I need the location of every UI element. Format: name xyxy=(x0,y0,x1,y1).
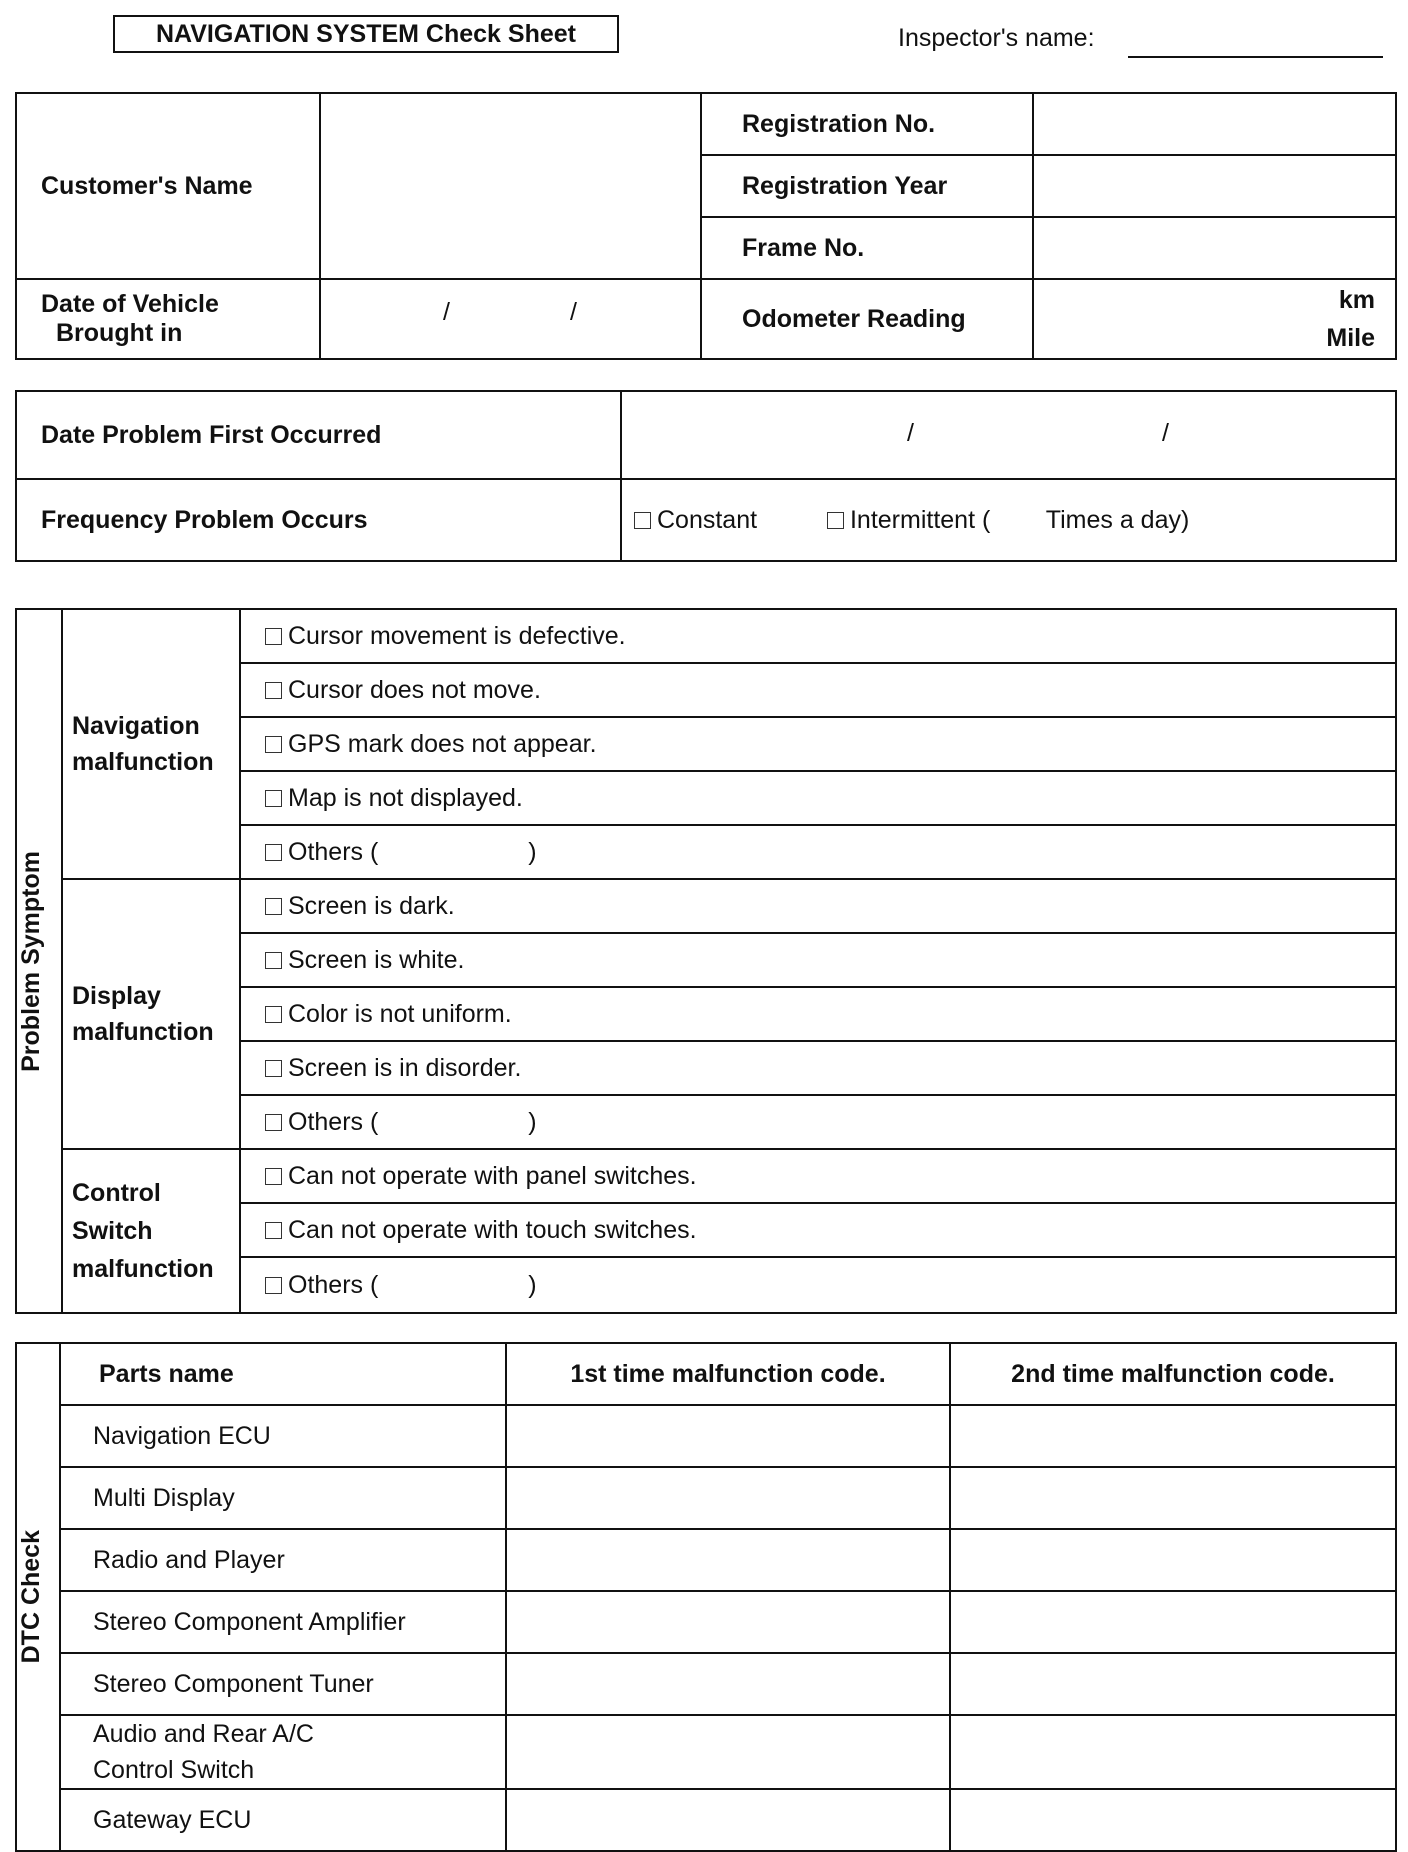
first-code-field[interactable] xyxy=(506,1789,950,1851)
intermittent-checkbox[interactable] xyxy=(827,512,844,529)
frame-no-label: Frame No. xyxy=(701,217,1033,279)
symptom-item: Screen is in disorder. xyxy=(288,1053,522,1082)
checkbox[interactable] xyxy=(265,1222,282,1239)
customer-name-field[interactable] xyxy=(320,93,701,279)
first-code-field[interactable] xyxy=(506,1715,950,1789)
date-brought-label-line2: Brought in xyxy=(56,319,183,347)
constant-label: Constant xyxy=(657,505,758,534)
control-switch-malfunction-label: Control xyxy=(72,1179,161,1207)
checkbox[interactable] xyxy=(265,1277,282,1294)
second-code-field[interactable] xyxy=(950,1529,1396,1591)
page-title: NAVIGATION SYSTEM Check Sheet xyxy=(113,15,619,53)
part-name: Gateway ECU xyxy=(60,1789,506,1851)
part-name: Audio and Rear A/C xyxy=(93,1720,314,1748)
second-code-field[interactable] xyxy=(950,1715,1396,1789)
checkbox[interactable] xyxy=(265,736,282,753)
constant-checkbox[interactable] xyxy=(634,512,651,529)
first-code-field[interactable] xyxy=(506,1653,950,1715)
part-name: Radio and Player xyxy=(60,1529,506,1591)
second-code-field[interactable] xyxy=(950,1789,1396,1851)
checkbox[interactable] xyxy=(265,790,282,807)
vehicle-info-table xyxy=(15,92,1397,360)
first-occurred-label: Date Problem First Occurred xyxy=(16,391,621,479)
navigation-malfunction-label: Navigation xyxy=(72,712,200,740)
checkbox[interactable] xyxy=(265,898,282,915)
symptom-item: Screen is dark. xyxy=(288,891,455,920)
second-code-field[interactable] xyxy=(950,1591,1396,1653)
second-code-field[interactable] xyxy=(950,1405,1396,1467)
checkbox[interactable] xyxy=(265,1168,282,1185)
others-close: ) xyxy=(528,1107,537,1136)
registration-no-field[interactable] xyxy=(1033,93,1396,155)
symptom-item: Color is not uniform. xyxy=(288,999,512,1028)
date-separator: / xyxy=(570,298,577,326)
others-close: ) xyxy=(528,837,537,866)
inspector-name-field[interactable] xyxy=(1128,56,1383,58)
display-malfunction-label: Display xyxy=(72,982,161,1010)
part-name: Stereo Component Tuner xyxy=(60,1653,506,1715)
second-code-field[interactable] xyxy=(950,1467,1396,1529)
dtc-check-table xyxy=(15,1342,1397,1852)
odometer-unit-mile: Mile xyxy=(1326,324,1375,352)
symptom-item: GPS mark does not appear. xyxy=(288,729,597,758)
intermittent-label: Intermittent ( xyxy=(849,505,991,534)
symptom-item: Cursor does not move. xyxy=(288,675,541,704)
symptom-item-others: Others ( xyxy=(288,837,379,866)
date-separator: / xyxy=(907,419,914,447)
problem-occurrence-table xyxy=(15,390,1397,562)
registration-year-label: Registration Year xyxy=(701,155,1033,217)
display-malfunction-label: malfunction xyxy=(72,1018,214,1046)
odometer-field[interactable] xyxy=(1033,279,1396,359)
first-code-field[interactable] xyxy=(506,1405,950,1467)
registration-year-field[interactable] xyxy=(1033,155,1396,217)
symptom-item-others: Others ( xyxy=(288,1107,379,1136)
date-separator: / xyxy=(1162,419,1169,447)
checkbox[interactable] xyxy=(265,844,282,861)
checkbox[interactable] xyxy=(265,1006,282,1023)
control-switch-malfunction-label: malfunction xyxy=(72,1255,214,1283)
date-brought-field[interactable] xyxy=(320,279,701,359)
checkbox[interactable] xyxy=(265,952,282,969)
part-name: Navigation ECU xyxy=(60,1405,506,1467)
symptom-item: Map is not displayed. xyxy=(288,783,523,812)
checkbox[interactable] xyxy=(265,1060,282,1077)
others-close: ) xyxy=(528,1270,537,1299)
symptom-item-others: Others ( xyxy=(288,1270,379,1299)
first-code-field[interactable] xyxy=(506,1529,950,1591)
first-occurred-field[interactable] xyxy=(621,391,1396,479)
navigation-malfunction-label: malfunction xyxy=(72,748,214,776)
col-first-code: 1st time malfunction code. xyxy=(506,1343,950,1405)
symptom-item: Screen is white. xyxy=(288,945,465,974)
checkbox[interactable] xyxy=(265,1114,282,1131)
first-code-field[interactable] xyxy=(506,1467,950,1529)
frequency-label: Frequency Problem Occurs xyxy=(16,479,621,561)
symptom-item: Can not operate with panel switches. xyxy=(288,1161,697,1190)
part-name: Stereo Component Amplifier xyxy=(60,1591,506,1653)
symptom-item: Cursor movement is defective. xyxy=(288,621,626,650)
col-parts-name: Parts name xyxy=(60,1343,506,1405)
customer-name-label: Customer's Name xyxy=(16,93,320,279)
first-code-field[interactable] xyxy=(506,1591,950,1653)
date-brought-label-line1: Date of Vehicle xyxy=(41,290,219,318)
part-name: Control Switch xyxy=(93,1756,255,1784)
checkbox[interactable] xyxy=(265,682,282,699)
control-switch-malfunction-label: Switch xyxy=(72,1217,153,1245)
date-separator: / xyxy=(443,298,450,326)
second-code-field[interactable] xyxy=(950,1653,1396,1715)
dtc-check-label: DTC Check xyxy=(17,1530,45,1664)
odometer-label: Odometer Reading xyxy=(701,279,1033,359)
checkbox[interactable] xyxy=(265,628,282,645)
col-second-code: 2nd time malfunction code. xyxy=(950,1343,1396,1405)
registration-no-label: Registration No. xyxy=(701,93,1033,155)
problem-symptom-table xyxy=(15,608,1397,1314)
frame-no-field[interactable] xyxy=(1033,217,1396,279)
inspector-name-label: Inspector's name: xyxy=(898,24,1095,52)
part-name: Multi Display xyxy=(60,1467,506,1529)
symptom-item: Can not operate with touch switches. xyxy=(288,1215,697,1244)
problem-symptom-label: Problem Symptom xyxy=(17,850,45,1072)
odometer-unit-km: km xyxy=(1338,286,1375,314)
times-a-day-label: Times a day) xyxy=(1045,505,1190,534)
